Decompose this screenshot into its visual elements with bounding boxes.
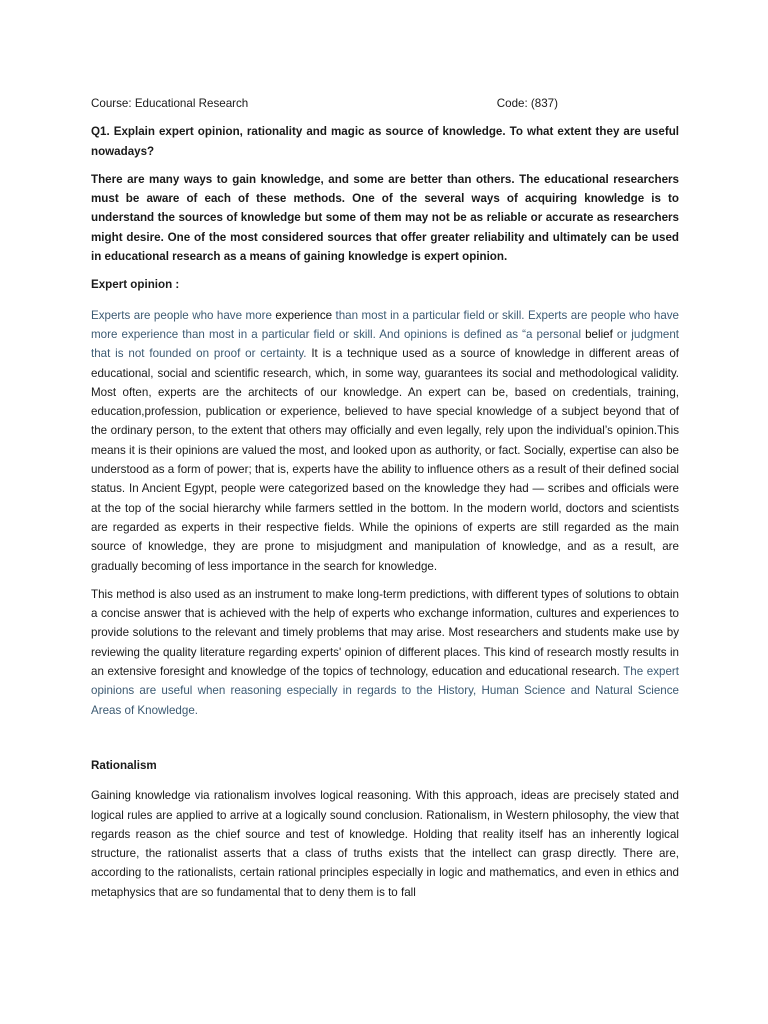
question-text: Q1. Explain expert opinion, rationality and magic as source of knowledge. To what extent they are useful nowadays? bbox=[91, 125, 679, 158]
expert-p1-term-belief: belief bbox=[585, 327, 613, 341]
rationalism-heading: Rationalism bbox=[91, 758, 157, 772]
expert-p1-term-experience: experience bbox=[275, 308, 333, 322]
rationalism-paragraph-1: Gaining knowledge via rationalism involves logical reasoning. With this approach, ideas are precisely stated and logical rules are applied to arrive at a logically sound conclusion. Rationalism, in Western philosophy, the view that regards reason as the chief source and test of knowledge. Holding that reality itself has an inherently logical structure, the rationalist asserts that a class of truths exists that the intellect can grasp directly. There are, according to the rationalists, certain rational principles especially in logic and mathematics, and even in ethics and metaphysics that are so fundamental that to deny them is to fall bbox=[91, 789, 679, 899]
expert-p2-segment-1: This method is also used as an instrument to make long-term predictions, with different types of solutions to obtain a concise answer that is achieved with the help of experts who exchange information, cultures and experiences to provide solutions to the relevant and timely problems that may arise. Most researchers and students make use by reviewing the quality literature regarding experts' opinion of different places. This kind of research mostly results in an extensive foresight and knowledge of the topics of technology, education and educational research. bbox=[91, 587, 679, 679]
course-code: Code: (837) bbox=[496, 97, 558, 110]
course-header bbox=[91, 94, 558, 113]
expert-p1-segment-1: Experts are people who have more bbox=[91, 308, 276, 322]
expert-p2-segment-2: The expert opinions are useful when reasoning especially in regards to the History, Human Science and Natural Science Areas of Knowledge. bbox=[91, 665, 679, 717]
document-content bbox=[91, 94, 679, 911]
expert-opinion-paragraph-2 bbox=[91, 585, 679, 720]
expert-p1-segment-3: than most in a particular field or skill. Experts are people who have more experience than most in a particular field or skill. And opinions is defined as “a personal bbox=[91, 308, 680, 341]
intro-paragraph: There are many ways to gain knowledge, and some are better than others. The educational researchers must be aware of each of these methods. One of the several ways of acquiring knowledge is to understand the sources of knowledge but some of them may not be as reliable or accurate as researchers might desire. One of the most considered sources that offer greater reliability and ultimately can be used in educational research as a means of gaining knowledge is expert opinion. bbox=[91, 172, 679, 264]
section-spacer bbox=[91, 729, 679, 756]
expert-p1-segment-5: or judgment that is not founded on proof or certainty. bbox=[91, 327, 679, 361]
expert-opinion-heading: Expert opinion : bbox=[91, 278, 180, 292]
expert-p1-segment-6: It is a technique used as a source of knowledge in different areas of educational, social and scientific research, which, in some way, guarantees its social and methodological validity. Most often, experts are the architects of our knowledge. An expert can be, based on credentials, training, education,profession, publication or experience, believed to have special knowledge of a subject beyond that of the ordinary person, to the extent that others may officially and even legally, rely upon the individual’s opinion.This means it is their opinions are valued the most, and looked upon as authority, or fact. Socially, expertise can also be understood as a form of power; that is, experts have the ability to influence others as a result of their defined social status. In Ancient Egypt, people were categorized based on the knowledge they had — scribes and officials were at the top of the social hierarchy while farmers settled in the bottom. In the modern world, doctors and scientists are regarded as experts in their respective fields. While the opinions of experts are still regarded as the main source of knowledge, they are prone to misjudgment and manipulation of knowledge, and as a result, are gradually becoming of less importance in the search for knowledge. bbox=[91, 347, 680, 573]
expert-opinion-paragraph-1 bbox=[91, 306, 679, 576]
course-title: Course: Educational Research bbox=[91, 97, 249, 110]
